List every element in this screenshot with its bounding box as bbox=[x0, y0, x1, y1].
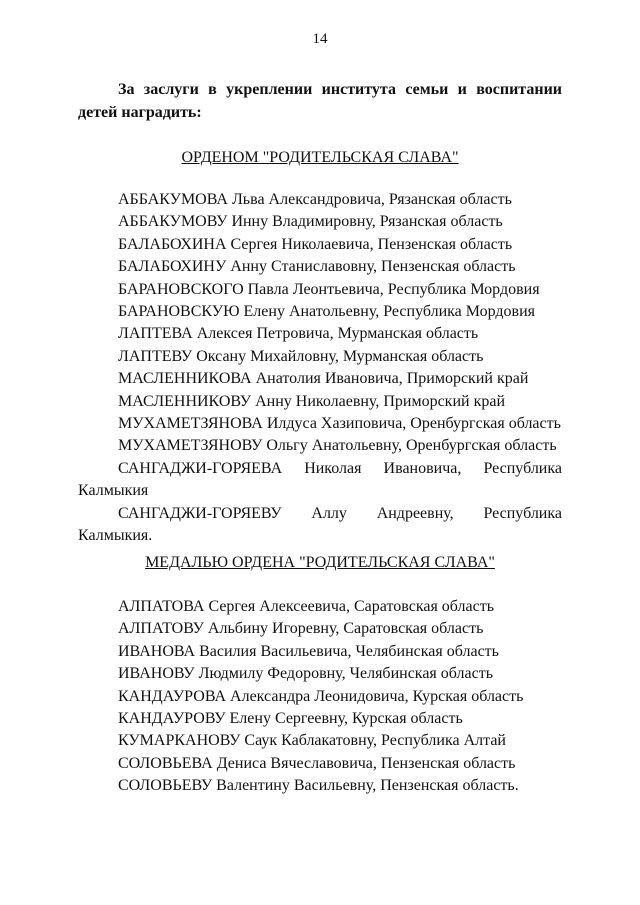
list-item: БАЛАБОХИНА Сергея Николаевича, Пензенская область bbox=[118, 235, 513, 253]
list-item: САНГАДЖИ-ГОРЯЕВА Николая Ивановича, Республика Калмыкия bbox=[78, 459, 562, 500]
list-item: КАНДАУРОВА Александра Леонидовича, Курская область bbox=[118, 687, 524, 705]
list-item: БАРАНОВСКУЮ Елену Анатольевну, Республика Мордовия bbox=[118, 303, 536, 321]
list-item: СОЛОВЬЕВА Дениса Вячеславовича, Пензенская область bbox=[118, 754, 516, 772]
list-item: АЛПАТОВУ Альбину Игоревну, Саратовская область bbox=[118, 620, 484, 638]
list-item: ЛАПТЕВУ Оксану Михайловну, Мурманская область bbox=[118, 347, 484, 365]
list-item: КУМАРКАНОВУ Саук Каблакатовну, Республика Алтай bbox=[118, 732, 506, 750]
list-item: МУХАМЕТЗЯНОВУ Ольгу Анатольевну, Оренбургская область bbox=[118, 437, 557, 455]
section-heading-medal: МЕДАЛЬЮ ОРДЕНА "РОДИТЕЛЬСКАЯ СЛАВА" bbox=[145, 554, 495, 571]
list-item: КАНДАУРОВУ Елену Сергеевну, Курская область bbox=[118, 710, 463, 728]
list-item: МАСЛЕННИКОВА Анатолия Ивановича, Приморский край bbox=[118, 370, 529, 388]
list-item: АББАКУМОВА Льва Александровича, Рязанская область bbox=[118, 191, 512, 208]
list-item: САНГАДЖИ-ГОРЯЕВУ Аллу Андреевну, Республика Калмыкия. bbox=[78, 504, 562, 545]
list-item: МУХАМЕТЗЯНОВА Илдуса Хазиповича, Оренбургская область bbox=[118, 415, 561, 433]
list-item: БАРАНОВСКОГО Павла Леонтьевича, Республика Мордовия bbox=[118, 280, 540, 298]
list-item: МАСЛЕННИКОВУ Анну Николаевну, Приморский край bbox=[118, 392, 506, 410]
section-heading-order: ОРДЕНОМ "РОДИТЕЛЬСКАЯ СЛАВА" bbox=[181, 149, 459, 166]
list-item: БАЛАБОХИНУ Анну Станиславовну, Пензенская область bbox=[118, 258, 516, 276]
award-intro: За заслуги в укреплении института семьи и воспитании детей наградить: bbox=[78, 81, 562, 121]
recipient-list-medal bbox=[78, 596, 562, 798]
list-item: АББАКУМОВУ Инну Владимировну, Рязанская область bbox=[118, 213, 503, 231]
list-item: СОЛОВЬЕВУ Валентину Васильевну, Пензенская область. bbox=[118, 777, 519, 795]
list-item: АЛПАТОВА Сергея Алексеевича, Саратовская область bbox=[118, 598, 495, 615]
page-number: 14 bbox=[312, 31, 328, 47]
recipient-list-order bbox=[78, 189, 562, 548]
list-item: ЛАПТЕВА Алексея Петровича, Мурманская область bbox=[118, 325, 479, 343]
list-item: ИВАНОВА Василия Васильевича, Челябинская область bbox=[118, 642, 499, 660]
list-item: ИВАНОВУ Людмилу Федоровну, Челябинская область bbox=[118, 665, 493, 683]
